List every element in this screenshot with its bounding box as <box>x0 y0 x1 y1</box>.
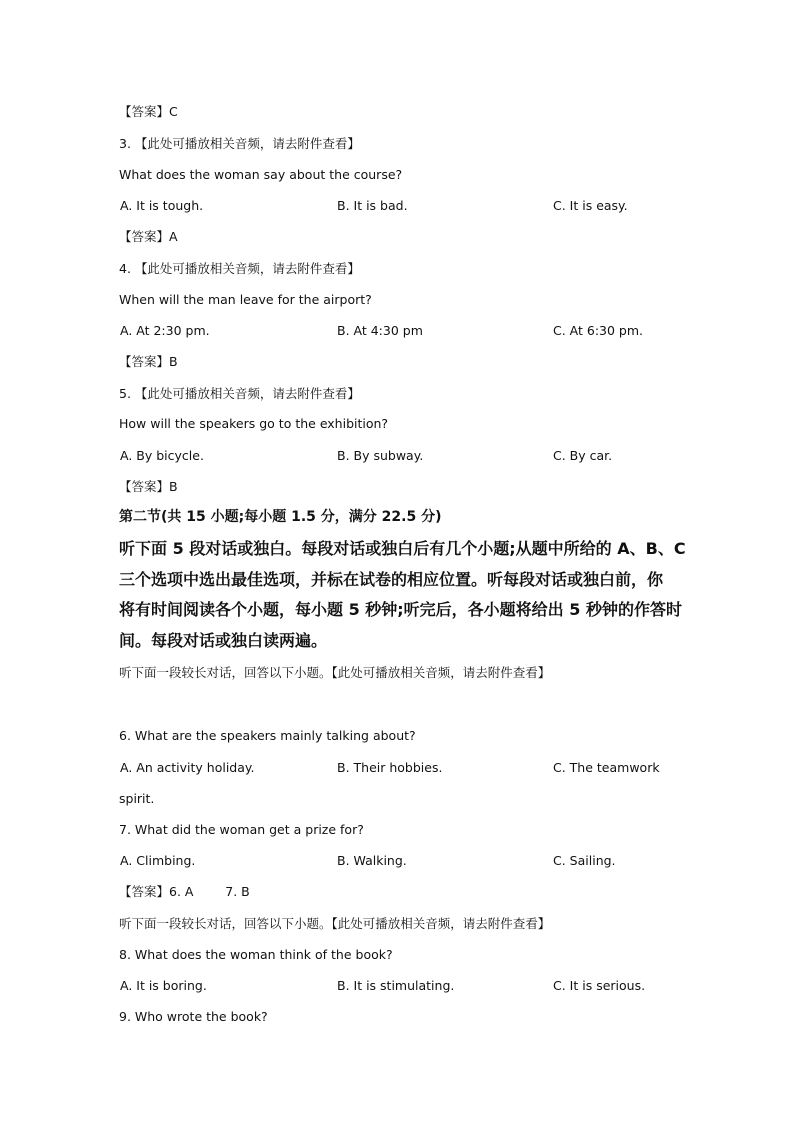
question-3-label: 3. 【此处可播放相关音频，请去附件查看】 <box>119 136 360 151</box>
question-6-text: 6. What are the speakers mainly talking about? <box>119 728 416 743</box>
question-4-option-c: C. At 6:30 pm. <box>553 323 644 338</box>
question-3-text: What does the woman say about the course? <box>119 167 403 182</box>
question-8-option-c: C. It is serious. <box>553 978 646 993</box>
dialog-intro: 听下面一段较长对话，回答以下小题。【此处可播放相关音频，请去附件查看】 <box>119 665 551 680</box>
question-8-option-b: B. It is stimulating. <box>337 978 455 993</box>
question-5-label: 5. 【此处可播放相关音频，请去附件查看】 <box>119 386 360 401</box>
question-3-option-a: A. It is tough. <box>120 198 204 213</box>
section-title: 第二节(共 15 小题;每小题 1.5 分，满分 22.5 分) <box>119 509 442 525</box>
question-7-option-a: A. Climbing. <box>120 853 196 868</box>
question-8-text: 8. What does the woman think of the book? <box>119 947 393 962</box>
question-3-option-c: C. It is easy. <box>553 198 628 213</box>
question-4-text: When will the man leave for the airport? <box>119 292 372 307</box>
question-9-text: 9. Who wrote the book? <box>119 1009 268 1024</box>
question-8-option-a: A. It is boring. <box>120 978 207 993</box>
answer-label: 【答案】B <box>119 354 178 369</box>
section-instructions-line-3: 将有时间阅读各个小题，每小题 5 秒钟;听完后，各小题将给出 5 秒钟的作答时 <box>119 600 682 619</box>
question-4-option-a: A. At 2:30 pm. <box>120 323 210 338</box>
question-7-option-c: C. Sailing. <box>553 853 616 868</box>
dialog-intro: 听下面一段较长对话，回答以下小题。【此处可播放相关音频，请去附件查看】 <box>119 916 551 931</box>
question-7-text: 7. What did the woman get a prize for? <box>119 822 364 837</box>
question-7-option-b: B. Walking. <box>337 853 407 868</box>
question-5-option-a: A. By bicycle. <box>120 448 204 463</box>
answer-label: 【答案】C <box>119 104 178 119</box>
answer-label: 【答案】B <box>119 479 178 494</box>
question-5-text: How will the speakers go to the exhibition? <box>119 416 389 431</box>
question-6-option-c: C. The teamwork <box>553 760 660 775</box>
section-instructions-line-2: 三个选项中选出最佳选项，并标在试卷的相应位置。听每段对话或独白前，你 <box>119 570 664 589</box>
question-6-option-a: A. An activity holiday. <box>120 760 255 775</box>
question-5-option-c: C. By car. <box>553 448 613 463</box>
question-3-option-b: B. It is bad. <box>337 198 408 213</box>
answer-label: 【答案】A <box>119 229 178 244</box>
question-5-option-b: B. By subway. <box>337 448 424 463</box>
question-4-option-b: B. At 4:30 pm <box>337 323 423 338</box>
answer-label: 【答案】6. A 7. B <box>119 884 250 899</box>
question-6-option-c-continued: spirit. <box>119 791 155 806</box>
question-6-option-b: B. Their hobbies. <box>337 760 443 775</box>
section-instructions-line-4: 间。每段对话或独白读两遍。 <box>119 631 328 650</box>
section-instructions-line-1: 听下面 5 段对话或独白。每段对话或独白后有几个小题;从题中所给的 A、B、C <box>119 539 686 558</box>
question-4-label: 4. 【此处可播放相关音频，请去附件查看】 <box>119 261 360 276</box>
